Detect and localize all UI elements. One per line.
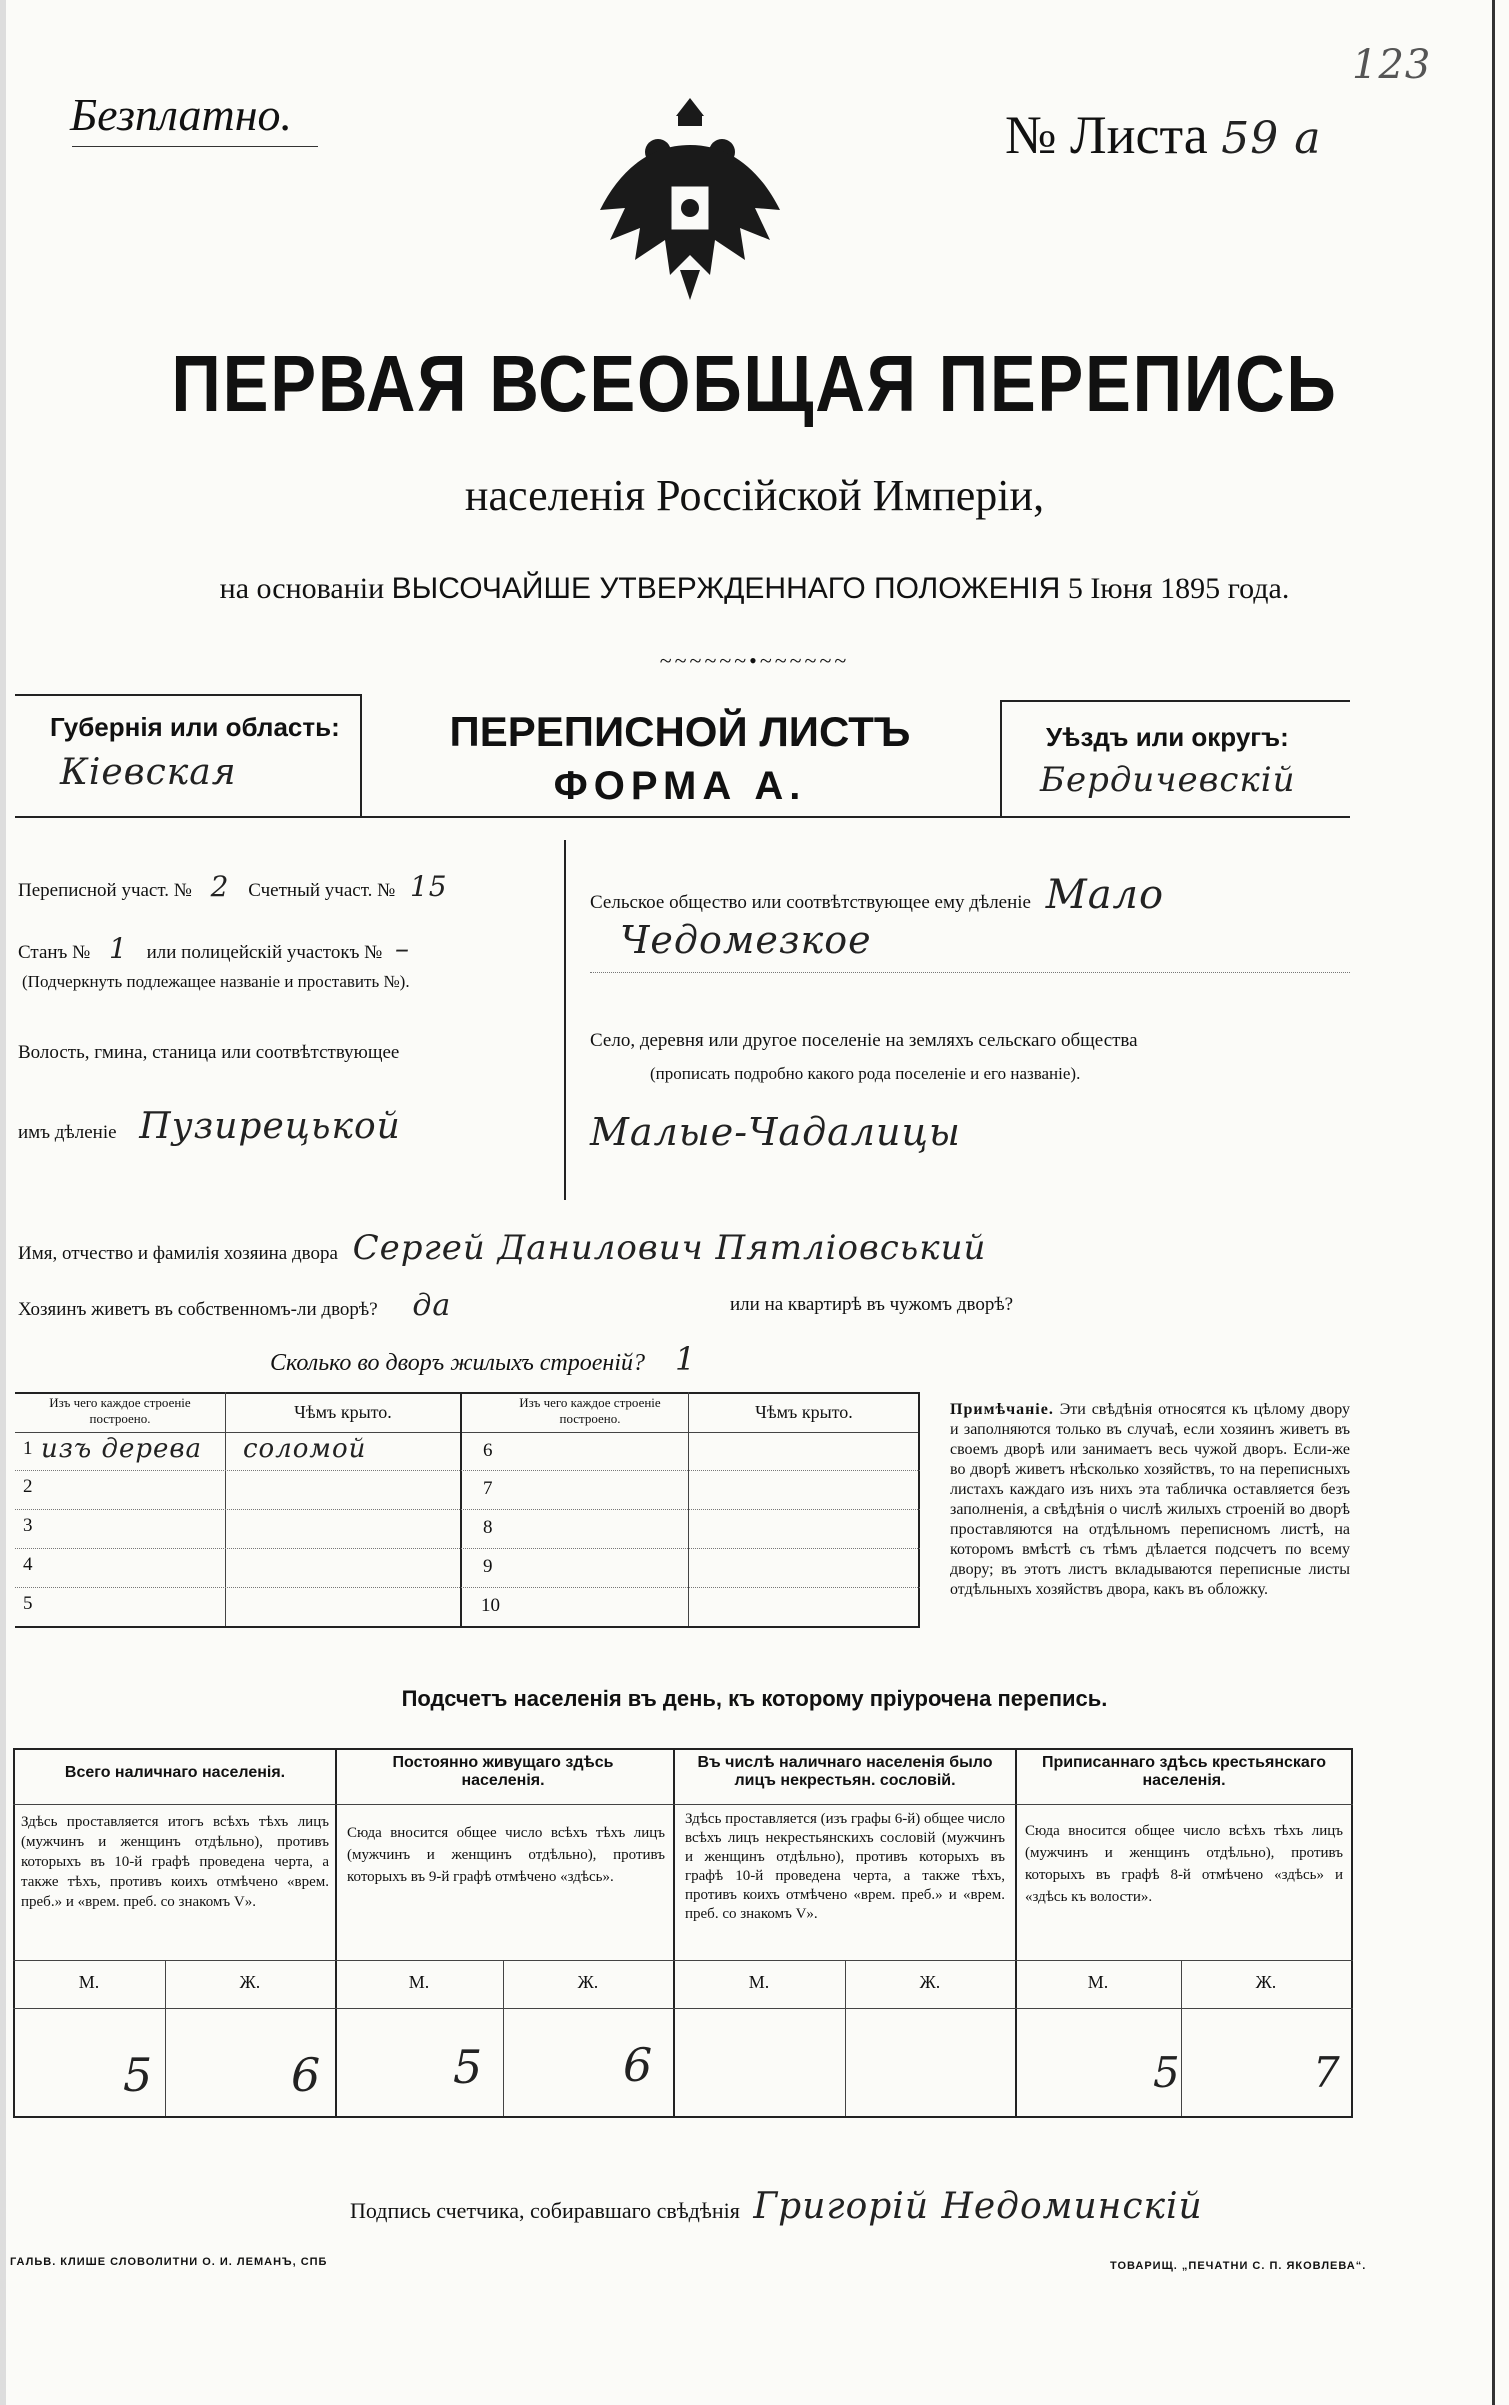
note-text: Эти свѣдѣнія относятся къ цѣлому двору и заполняются только въ случаѣ, если хозяинъ живетъ въ своемъ дворѣ или занимаетъ весь чужой дворъ. Если-же во дворѣ живетъ нѣсколько хозяйствъ, то на переписныхъ листахъ каждаго изъ нихъ эта табличка оставляется безъ заполненія, а свѣдѣнія о числѣ жилыхъ строеній во дворѣ проставляются на отдѣльномъ переписномъ листѣ, на которомъ вмѣстѣ съ тѣмъ дѣлается подсчетъ по всему двору; въ этотъ листъ вкладываются переписные листы отдѣльныхъ хозяйствъ двора, какъ въ обложку. xyxy=(950,1401,1350,1598)
society-line-2 xyxy=(590,972,1350,973)
bt-col-roof-right: Чѣмъ крыто. xyxy=(755,1402,853,1422)
tally-m-value: 5 xyxy=(453,2040,484,2094)
form-bottom-line xyxy=(15,816,1350,818)
perepis-uchast-value: 2 xyxy=(210,870,230,903)
stan-row xyxy=(18,932,410,965)
tally-table xyxy=(13,1748,1353,2118)
stan-value: 1 xyxy=(109,932,128,965)
underline-note: (Подчеркнуть подлежащее названіе и проставить №). xyxy=(22,972,410,991)
legal-basis-date: 5 Іюня 1895 года. xyxy=(1067,572,1290,605)
gubernia-value: Кіевская xyxy=(60,752,237,793)
form-right-top-line xyxy=(1000,700,1350,702)
tally-desc: Здѣсь проставляется итогъ всѣхъ тѣхъ лицъ (мужчинъ и женщинъ отдѣльно), противъ которыхъ въ 10-й графѣ проведена черта, а также тѣхъ, противъ коихъ отмѣчено «врем. преб.» и «врем. преб. со знакомъ V». xyxy=(21,1814,329,1910)
rented-label: или на квартирѣ въ чужомъ дворѣ? xyxy=(730,1294,1014,1315)
tally-header: Постоянно живущаго здѣсь населенія. xyxy=(392,1754,614,1789)
corner-mark: 123 xyxy=(1352,42,1432,88)
free-label-underline xyxy=(72,146,318,147)
tally-zh-label: Ж. xyxy=(577,1972,599,1992)
form-left-box-right xyxy=(360,694,362,816)
bt-row-number-right: 7 xyxy=(483,1478,493,1499)
owner-name-row xyxy=(18,1228,986,1268)
tt-header-sep xyxy=(13,1804,1353,1805)
stan-label: Станъ № xyxy=(18,942,91,963)
buildings-row xyxy=(270,1340,696,1378)
tally-m-label: М. xyxy=(408,1972,430,1992)
bt-row-number-right: 9 xyxy=(483,1556,493,1577)
bt-bottom xyxy=(15,1626,920,1628)
own-yard-label: Хозяинъ живетъ въ собственномъ-ли дворѣ? xyxy=(18,1299,378,1320)
tally-zh-label: Ж. xyxy=(919,1972,941,1992)
tally-m-label: М. xyxy=(1087,1972,1109,1992)
village-label: Село, деревня или другое поселеніе на земляхъ сельскаго общества xyxy=(590,1030,1138,1051)
note-block xyxy=(950,1400,1350,1600)
bt-col-built-right: Изъ чего каждое строеніе построено. xyxy=(519,1395,661,1426)
signature-label: Подпись счетчика, собиравшаго свѣдѣнія xyxy=(350,2198,740,2223)
imperial-eagle-emblem xyxy=(580,90,800,310)
admin-divider xyxy=(564,840,566,1200)
form-right-box-left xyxy=(1000,700,1002,816)
sheet-title: ПЕРЕПИСНОЙ ЛИСТЪ xyxy=(449,708,911,755)
society-label: Сельское общество или соотвѣтствующее ему дѣленіе xyxy=(590,892,1031,913)
page-title: ПЕРВАЯ ВСЕОБЩАЯ ПЕРЕПИСЬ xyxy=(171,339,1338,428)
bt-row-sep xyxy=(15,1509,920,1510)
tt-top xyxy=(13,1748,1353,1750)
tally-m-value: 5 xyxy=(123,2048,154,2102)
bt-header-bottom xyxy=(15,1432,920,1433)
tally-header: Въ числѣ наличнаго населенія было лицъ некрестьян. сословій. xyxy=(697,1754,993,1789)
signature-row xyxy=(350,2186,1203,2227)
bt-row-number: 5 xyxy=(23,1593,33,1614)
buildings-table xyxy=(15,1392,920,1628)
society-value: Мало xyxy=(1045,872,1165,918)
village-value: Малые-Чадалицы xyxy=(590,1110,961,1154)
right-imprint: ТОВАРИЩ. „ПЕЧАТНИ С. П. ЯКОВЛЕВА“. xyxy=(1110,2260,1367,2272)
bt-row-built: изъ дерева xyxy=(41,1434,203,1464)
tally-desc: Сюда вносится общее число всѣхъ тѣхъ лицъ (мужчинъ и женщинъ отдѣльно), противъ которыхъ въ графѣ 8-й отмѣчено «здѣсь» и «здѣсь къ волости». xyxy=(1025,1823,1343,1905)
bt-row-sep xyxy=(15,1470,920,1471)
tt-desc-sep xyxy=(13,1960,1353,1961)
right-border-line xyxy=(1492,0,1495,2405)
signature-value: Григорій Недоминскій xyxy=(753,2186,1203,2227)
form-top-line xyxy=(15,694,360,696)
left-edge-shadow xyxy=(0,0,6,2405)
schetny-uchast-label: Счетный участ. № xyxy=(248,880,396,901)
buildings-label: Сколько во дворъ жилыхъ строеній? xyxy=(270,1350,645,1376)
tally-m-label: М. xyxy=(78,1972,100,1992)
legal-basis-caps: ВЫСОЧАЙШЕ УТВЕРЖДЕННАГО ПОЛОЖЕНІЯ xyxy=(391,572,1061,605)
ornament-divider: ~~~~~~•~~~~~~ xyxy=(659,648,850,673)
volost-label-2: имъ дѣленіе xyxy=(18,1122,117,1143)
tally-m-label: М. xyxy=(748,1972,770,1992)
tt-mzh-sep xyxy=(13,2008,1353,2009)
bt-top xyxy=(15,1392,920,1394)
legal-basis xyxy=(0,572,1509,606)
volost-label: Волость, гмина, станица или соотвѣтствующее xyxy=(18,1042,400,1063)
tally-zh-value: 7 xyxy=(1313,2048,1341,2097)
bt-row-roof: соломой xyxy=(243,1434,367,1464)
tally-m-value: 5 xyxy=(1153,2048,1181,2097)
bt-row-number: 3 xyxy=(23,1515,33,1536)
free-label: Безплатно. xyxy=(70,89,293,140)
gubernia-label: Губернія или область: xyxy=(50,712,340,742)
bt-row-number: 4 xyxy=(23,1554,33,1575)
buildings-value: 1 xyxy=(675,1340,697,1378)
owner-name-label: Имя, отчество и фамилія хозяина двора xyxy=(18,1243,338,1264)
bt-row-number-right: 6 xyxy=(483,1440,493,1461)
tally-title: Подсчетъ населенія въ день, къ которому пріурочена перепись. xyxy=(401,1686,1108,1711)
sheet-number-value: 59 а xyxy=(1221,113,1322,164)
sheet-number xyxy=(1005,104,1321,166)
society-row xyxy=(590,872,1164,918)
tally-zh-value: 6 xyxy=(291,2048,322,2102)
tally-zh-value: 6 xyxy=(623,2038,654,2092)
village-note: (прописать подробно какого рода поселеніе и его названіе). xyxy=(650,1064,1081,1083)
bt-row-sep xyxy=(15,1587,920,1588)
page-subtitle: населенія Россійской Имперіи, xyxy=(464,471,1045,520)
bt-row-number-right: 10 xyxy=(481,1595,500,1616)
uezd-value: Бердичевскій xyxy=(1040,760,1296,800)
police-label: или полицейскій участокъ № xyxy=(146,942,383,963)
perepis-uchast-label: Переписной участ. № xyxy=(18,880,192,901)
perepis-uchast xyxy=(18,870,448,903)
bt-row-number: 1 xyxy=(23,1438,33,1459)
volost-value: Пузирецькой xyxy=(139,1106,401,1147)
bt-row-number: 2 xyxy=(23,1476,33,1497)
bt-row-number-right: 8 xyxy=(483,1517,493,1538)
bt-col-built-left: Изъ чего каждое строеніе построено. xyxy=(49,1395,191,1426)
tally-desc: Здѣсь проставляется (изъ графы 6-й) общее число всѣхъ лицъ некрестьянскихъ сословій (мужчинъ и женщинъ отдѣльно), противъ которыхъ въ графѣ 10-й проведена черта, а также тѣхъ, противъ коихъ отмѣчено «врем. преб.» и «врем. преб. со знакомъ V». xyxy=(685,1811,1005,1922)
owner-name-value: Сергей Данилович Пятліовський xyxy=(352,1228,987,1268)
society-value-2: Чедомезкое xyxy=(620,918,872,962)
tally-zh-label: Ж. xyxy=(1255,1972,1277,1992)
legal-basis-prefix: на основаніи xyxy=(219,572,385,605)
tally-zh-label: Ж. xyxy=(239,1972,261,1992)
bt-row-sep xyxy=(15,1548,920,1549)
volost-row xyxy=(18,1106,401,1147)
left-imprint: ГАЛЬВ. КЛИШЕ СЛОВОЛИТНИ О. И. ЛЕМАНЪ, СПБ xyxy=(10,2256,328,2268)
uezd-label: Уѣздъ или округъ: xyxy=(1046,722,1289,752)
tally-header: Всего наличнаго населенія. xyxy=(64,1764,286,1781)
police-value: – xyxy=(395,932,411,965)
own-yard-value: да xyxy=(412,1288,452,1323)
schetny-uchast-value: 15 xyxy=(409,870,448,903)
tally-desc: Сюда вносится общее число всѣхъ тѣхъ лицъ (мужчинъ и женщинъ отдѣльно), противъ которыхъ въ 9-й графѣ отмѣчено «здѣсь». xyxy=(347,1825,665,1885)
note-title: Примѣчаніе. xyxy=(950,1401,1054,1418)
bt-col-roof-left: Чѣмъ крыто. xyxy=(294,1402,392,1422)
form-label: ФОРМА А. xyxy=(553,764,807,808)
own-yard-row xyxy=(18,1288,451,1323)
sheet-number-label: № Листа xyxy=(1005,105,1208,165)
tally-header: Приписаннаго здѣсь крестьянскаго населенія. xyxy=(1041,1754,1327,1789)
tt-bottom xyxy=(13,2116,1353,2118)
